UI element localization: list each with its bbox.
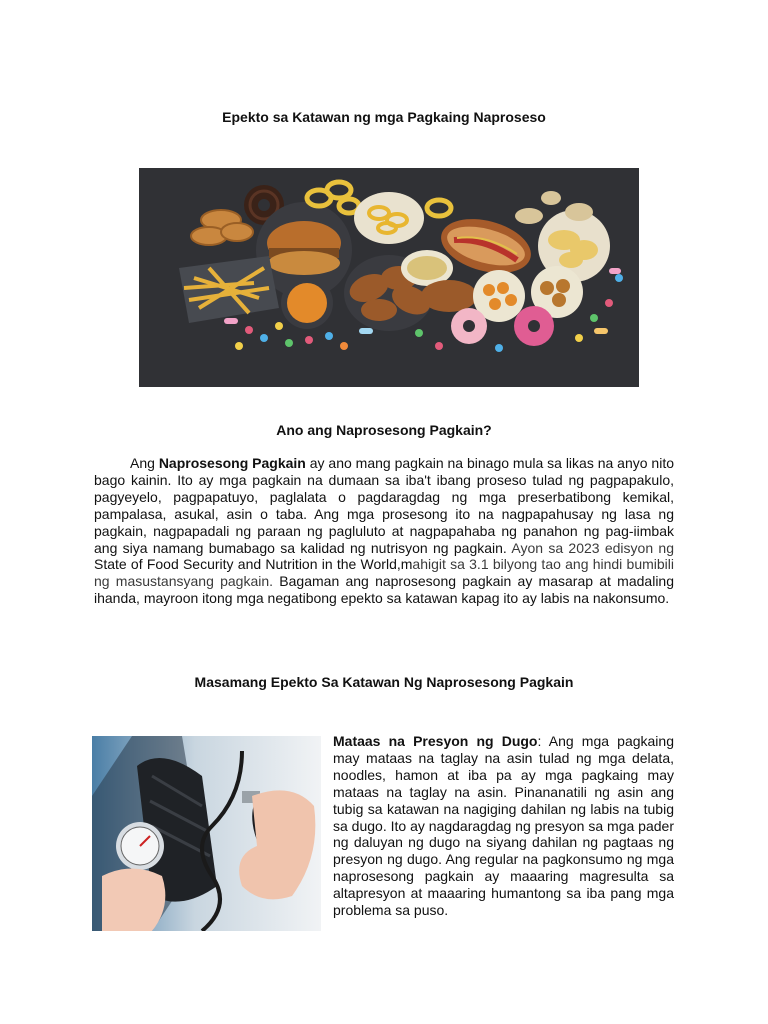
item-colon: : [537, 733, 542, 749]
section-heading-what-is: Ano ang Naprosesong Pagkain? [276, 422, 492, 438]
para-body-2: Ayon sa 2023 edisyon ng [511, 539, 674, 556]
document-title: Epekto sa Katawan ng mga Pagkaing Naproseso [222, 109, 546, 125]
para-body-1: ay ano mang pagkain na binago mula sa likas na anyo nito bago kainin. Ito ay mga pagkain na dumaan sa iba't ibang proseso tulad ng pagpapakulo, pagyeyelo, pagpapatuyo, paglalata o pagdaragdag ng mga preserbatibong kemikal, pampalasa, asukal, asin o taba. Ang mga prosesong ito na nagpapahusay ng lasa ng pagkain, nagpapadali ng paraan ng pagluluto at nagpapahaba ng panahon ng pag-iimbak ang siya namang bumabago sa kalidad ng nutrisyon ng pagkain. [94, 455, 674, 556]
processed-food-photo [139, 168, 639, 387]
high-blood-pressure-item [333, 733, 674, 919]
para-body-3: m [400, 556, 413, 573]
report-title: State of Food Security and Nutrition in the World, [94, 556, 401, 573]
item-body: Ang mga pagkaing may mataas na taglay na asin tulad ng mga delata, noodles, hamon at iba pa ay mga pagkaing may mataas na taglay na asin. Pinananatili ng asin ang tubig sa katawan na nagiging dahilan ng labis na tubig sa dugo. Ito ay nagdaragdag ng presyon sa mga pader ng daluyan ng dugo na siyang dahilan ng pagtaas ng presyon ng dugo. Ang regular na pagkonsumo ng mga naprosesong pagkain ay maaaring magresulta sa altapresyon at maaaring humantong sa iba pang mga problema sa puso. [333, 733, 674, 919]
item-title: Mataas na Presyon ng Dugo [333, 733, 538, 749]
blood-pressure-photo [92, 736, 321, 931]
para-lead: Ang [130, 455, 155, 471]
term-processed-food: Naprosesong Pagkain [158, 455, 306, 471]
para-body-4: ahigit sa 3.1 bilyong tao ang hindi bumibili ng masustansyang pagkain. [94, 556, 674, 590]
para-body-5: Bagaman ang naprosesong pagkain ay masarap at madaling ihanda, mayroon itong mga negatibong epekto sa katawan kapag ito ay labis na nakonsumo. [94, 573, 674, 607]
intro-paragraph [94, 455, 674, 607]
section-heading-effects: Masamang Epekto Sa Katawan Ng Naprosesong Pagkain [194, 674, 574, 690]
